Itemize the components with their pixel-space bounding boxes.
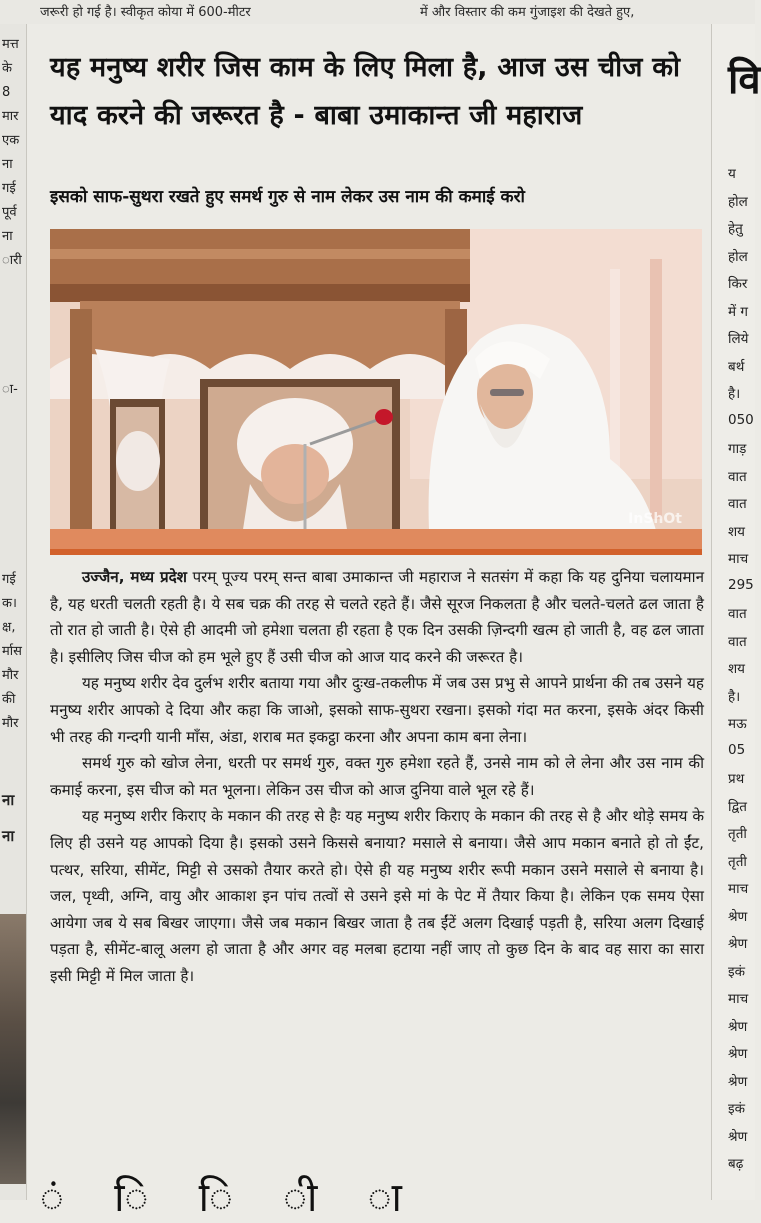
right-column-text: बढ़ [728, 1156, 744, 1172]
right-column-headline: वि [728, 57, 761, 103]
main-article [30, 24, 710, 1221]
previous-article-strip [0, 0, 755, 24]
left-column-text: मौर [2, 668, 19, 683]
left-neighbor-photo [0, 914, 26, 1184]
right-column-text: में ग [728, 303, 748, 320]
right-column-text: श्रेण [728, 1128, 748, 1145]
right-column-text: 05 [728, 741, 746, 758]
right-column-text: श्रेण [728, 1018, 748, 1035]
left-neighbor-column [0, 24, 26, 1200]
right-column-text: 295 [728, 576, 754, 593]
left-column-text: ारी [2, 253, 22, 268]
right-column-text: है। [728, 688, 741, 705]
right-column-text: होल [728, 193, 748, 210]
right-column-text: श्रेण [728, 1046, 748, 1062]
left-column-text: एक [2, 133, 20, 148]
left-column-text: मौर [2, 716, 19, 731]
right-column-text: प्रथ [728, 771, 745, 787]
previous-article-text-right: में और विस्तार की कम गुंजाइश की देखते हुए, [420, 5, 635, 20]
right-column-text: य [728, 166, 736, 182]
left-column-text: 8 [2, 85, 11, 100]
subheadline: इसको साफ-सुथरा रखते हुए समर्थ गुरु से नाम लेकर उस नाम की कमाई करो [50, 187, 525, 207]
article-paragraph: यह मनुष्य शरीर देव दुर्लभ शरीर बताया गया और दुःख-तकलीफ में जब उस प्रभु से आपने प्रार्थना की तब उसने यह मनुष्य शरीर आपको दे दिया और कहा कि जाओ, इसको साफ-सुथरा रखना। इसको गंदा मत करना, इसके अंदर किसी भी तरह की गन्दगी यानी माँस, अंडा, शराब मत इकट्ठा करना और अपना काम बना लेना। [50, 674, 704, 746]
right-column-text: लिये [728, 331, 749, 347]
right-column-text: वात [728, 496, 747, 512]
article-paragraph: यह मनुष्य शरीर किराए के मकान की तरह से हैः यह मनुष्य शरीर किराए के मकान की तरह से है और थोड़े समय के लिए ही उसने यह आपको दिया है। इसको उसने किससे बनाया? मसाले से बनाया। जैसे आप मकान बनाते हो तो ईंट, पत्थर, सरिया, सीमेंट, मिट्टी से उसको तैयार करते हो। ऐसे ही यह मनुष्य शरीर रूपी मकान उसने मसाले से बनाया है। जल, पृथ्वी, अग्नि, वायु और आकाश इन पांच तत्वों से उसने इसे मां के पेट में तैयार किया है। लेकिन एक समय ऐसा आयेगा जब ये सब बिखर जाएगा। जैसे जब मकान बिखर जाता है तब ईंटें अलग दिखाई पड़ती है, सरिया अलग दिखाई पड़ता है, सीमेंट-बालू अलग हो जाता है और अगर वह मलबा हटाया नहीं जाए तो कुछ दिन के बाद वह सारा का सारा इसी मिट्टी में मिल जाता है। [50, 807, 704, 985]
right-column-text: शय [728, 523, 746, 540]
photo-caption-bar [50, 549, 702, 555]
left-column-text: ना [2, 229, 13, 244]
left-column-text: पूर्व [2, 205, 17, 220]
right-column-text: माच [728, 881, 749, 897]
right-column-text: होल [728, 248, 748, 265]
right-column-text: तृती [728, 826, 747, 842]
left-column-text: क्ष, [2, 620, 16, 635]
right-column-text: वात [728, 468, 747, 485]
left-column-text: गई [2, 572, 16, 587]
right-column-text: बर्थ [728, 358, 745, 375]
right-column-text: द्वित [728, 798, 747, 815]
right-column-text: शय [728, 661, 746, 677]
next-headline-fragment: ं ि ि ी ा [40, 1175, 442, 1221]
right-column-text: माच [728, 551, 749, 567]
right-column-text: है। [728, 386, 741, 402]
right-column-text: 050 [728, 411, 754, 428]
left-column-text: के [2, 61, 12, 76]
photo-illustration [50, 229, 702, 549]
right-column-text: श्रेण [728, 936, 748, 952]
article-body [50, 564, 704, 990]
right-column-text: तृती [728, 853, 747, 870]
right-column-text: इकं [728, 963, 745, 980]
right-column-text: मऊ [728, 716, 747, 732]
column-divider-left [26, 24, 27, 1200]
article-paragraph: समर्थ गुरु को खोज लेना, धरती पर समर्थ गुरु, वक्त गुरु हमेशा रहते हैं, उनसे नाम को ले लेना और उस नाम की कमाई करना, इस चीज को मत भूलना। लेकिन उस चीज को आज दुनिया वाले भूल रहे हैं। [50, 754, 704, 799]
left-column-text: र्मास [2, 644, 22, 659]
right-column-text: वात [728, 633, 747, 650]
right-column-text: माच [728, 991, 749, 1007]
left-column-heading: ना [2, 791, 15, 809]
right-column-text: वात [728, 606, 747, 622]
right-column-text: श्रेण [728, 908, 748, 925]
dateline: उज्जैन, मध्य प्रदेश [82, 568, 187, 586]
right-neighbor-column [712, 24, 761, 1200]
photo-watermark: InShOt [628, 511, 682, 527]
article-paragraph: उज्जैन, मध्य प्रदेश परम् पूज्य परम् सन्त बाबा उमाकान्त जी महाराज ने सतसंग में कहा कि यह दुनिया चलायमान है, यह धरती चलती रहती है। ये सब चक्र की तरह से चलते रहते हैं। जैसे सूरज निकलता है और चलते-चलते ढल जाता है तो रात हो जाती है। ऐसे ही आदमी जो हमेशा चलता ही रहता है एक दिन उसकी ज़िन्दगी खत्म हो जाती है, वह ढल जाता है। इसीलिए जिस चीज को हम भूले हुए हैं उसी चीज को आज याद करने की जरूरत है। [50, 568, 704, 666]
left-column-text: क। [2, 596, 17, 611]
right-column-text: इकं [728, 1101, 745, 1117]
headline: यह मनुष्य शरीर जिस काम के लिए मिला है, आज उस चीज को याद करने की जरूरत है - बाबा उमाकान्त जी महाराज [50, 52, 681, 131]
left-column-text: ना [2, 157, 13, 172]
left-column-text: मार [2, 109, 19, 124]
previous-article-text-left: जरूरी हो गई है। स्वीकृत कोया में 600-मीटर [40, 5, 251, 20]
right-column-text: श्रेण [728, 1073, 748, 1090]
left-column-text: की [2, 692, 16, 707]
left-column-text: ा- [2, 382, 18, 397]
right-column-text: गाड़ [728, 441, 747, 457]
left-column-heading: ना [2, 827, 15, 845]
left-column-text: मत्त [2, 37, 19, 52]
right-column-text: हेतु [728, 221, 743, 237]
left-column-text: गई [2, 181, 16, 196]
article-photo [50, 229, 702, 549]
right-column-text: किर [728, 276, 748, 292]
